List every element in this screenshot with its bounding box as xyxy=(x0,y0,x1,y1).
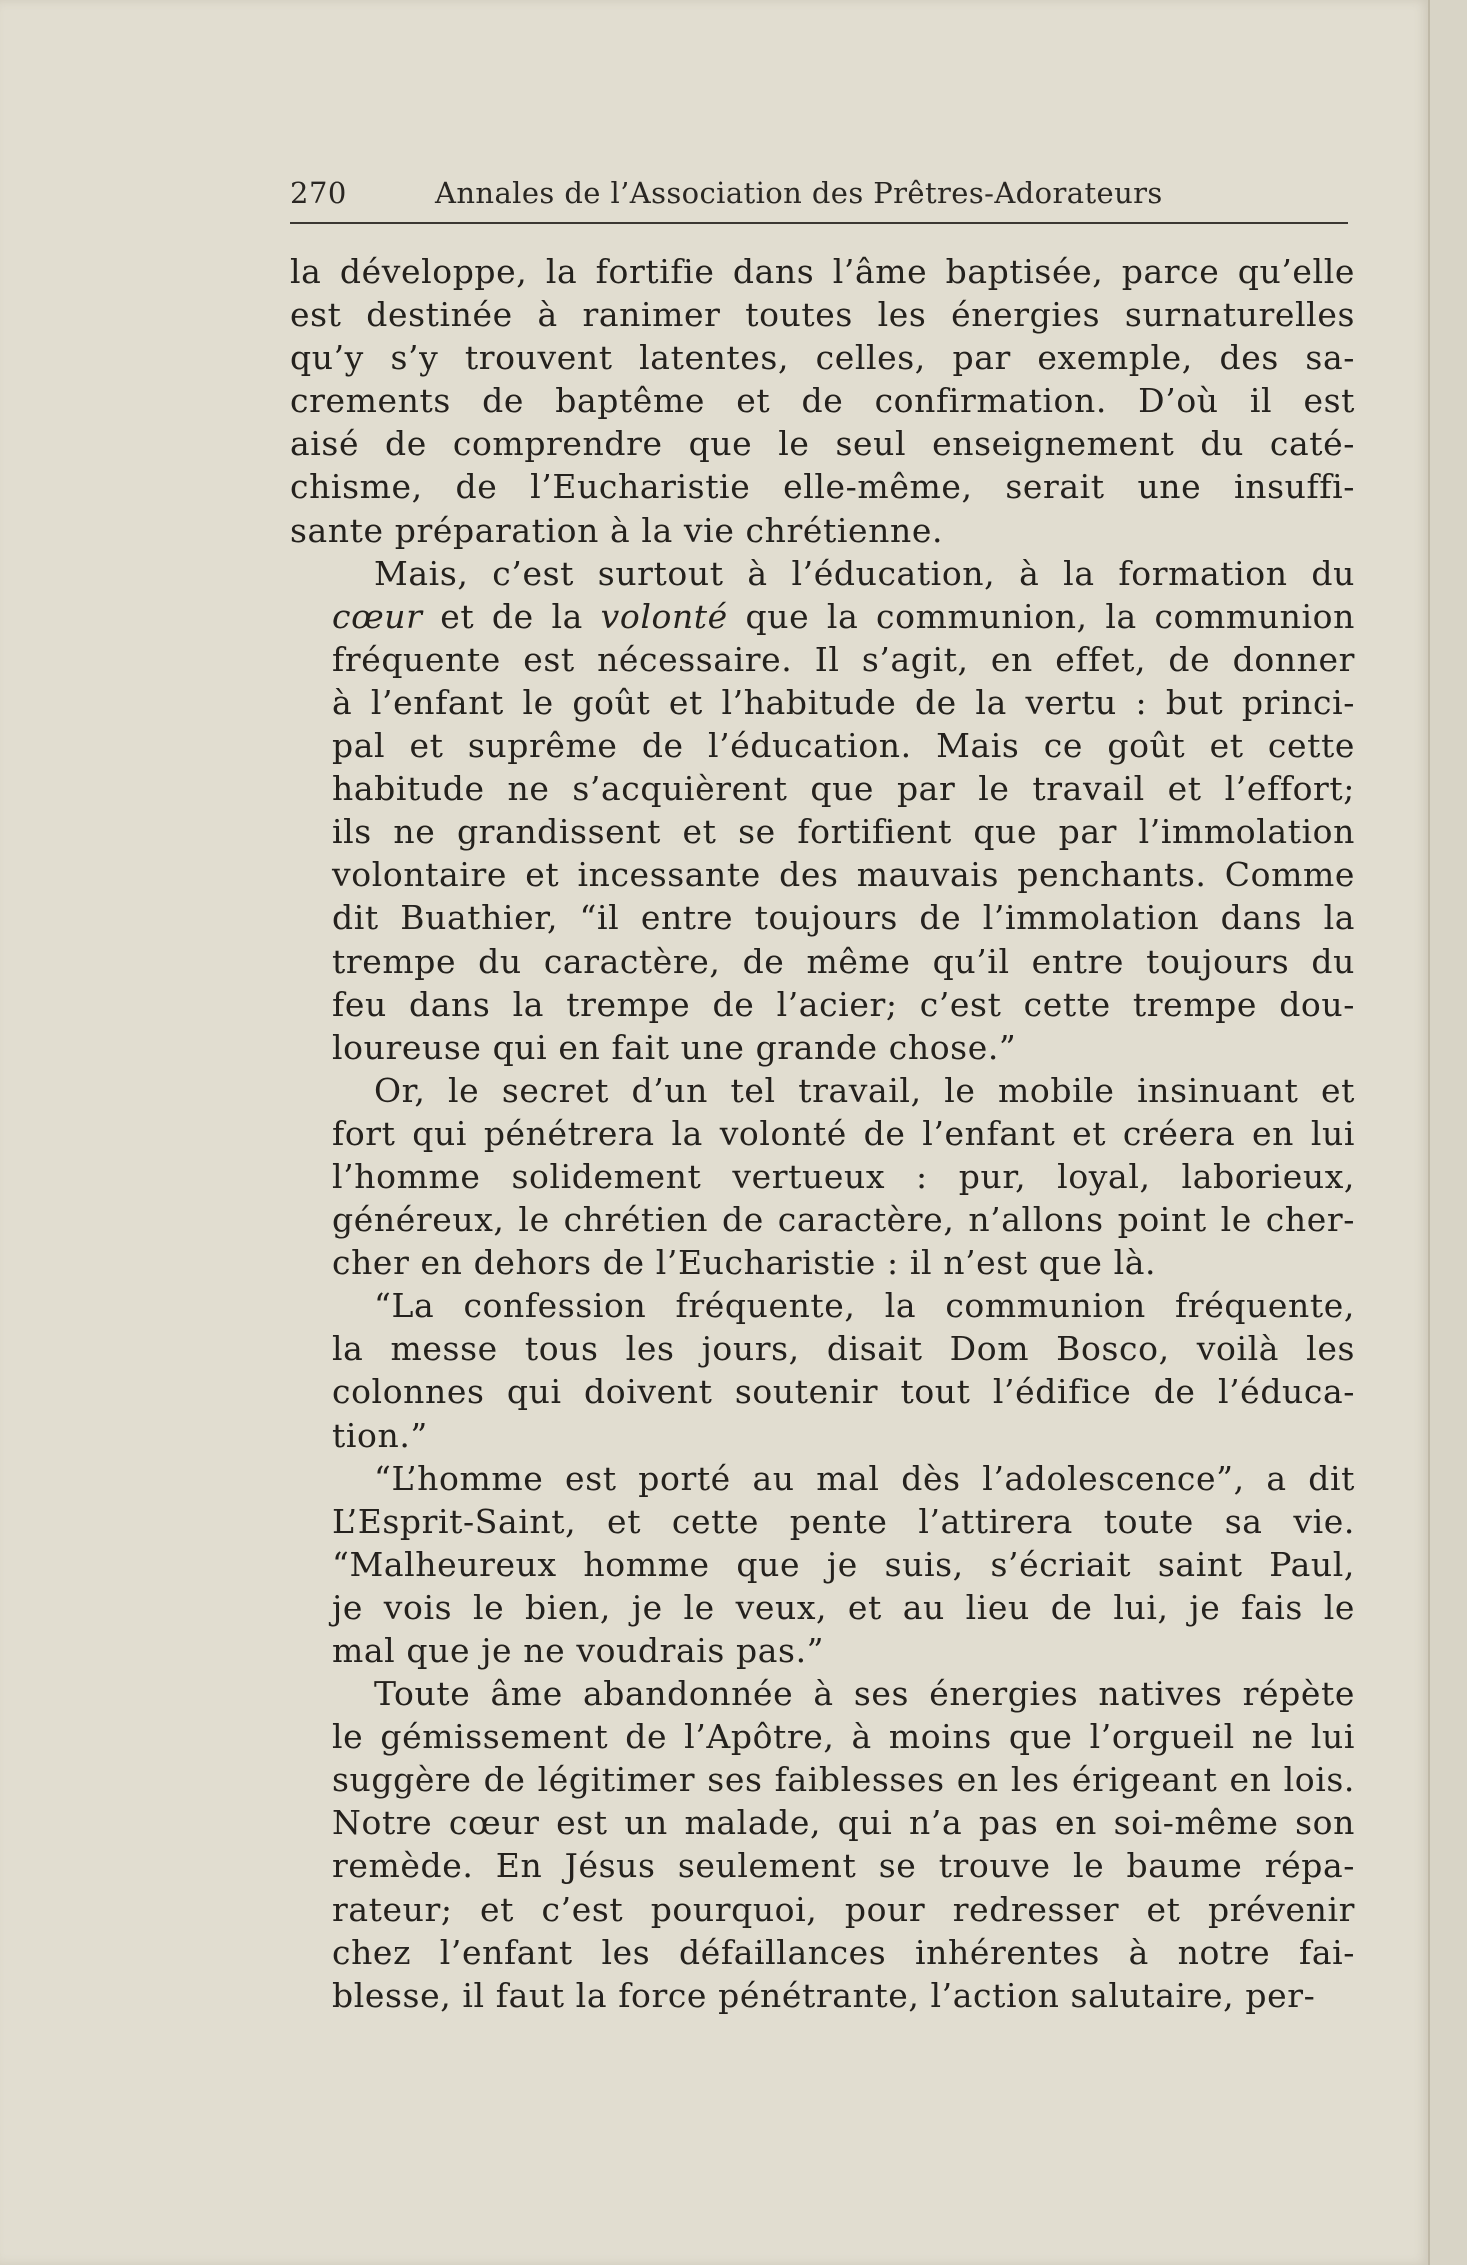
text-line: trempe du caractère, de même qu’il entre toujours du xyxy=(332,941,1355,981)
text-line: Or, le secret d’un tel travail, le mobile insinuant et xyxy=(374,1070,1355,1110)
text-line: la messe tous les jours, disait Dom Bosco, voilà les xyxy=(332,1329,1355,1369)
text-line: Mais, c’est surtout à l’éducation, à la formation du xyxy=(374,553,1355,593)
text-line: remède. En Jésus seulement se trouve le baume répa- xyxy=(332,1846,1355,1886)
text-line: le gémissement de l’Apôtre, à moins que l’orgueil ne lui xyxy=(332,1717,1355,1757)
text-line: ils ne grandissent et se fortifient que par l’immolation xyxy=(332,812,1355,852)
text-line: aisé de comprendre que le seul enseignement du caté- xyxy=(290,424,1355,464)
text-line: L’Esprit-Saint, et cette pente l’attirera toute sa vie. xyxy=(332,1501,1355,1541)
header-rule xyxy=(290,222,1348,224)
text-line: feu dans la trempe de l’acier; c’est cette trempe dou- xyxy=(332,984,1355,1024)
page-header xyxy=(290,172,1350,220)
text-line: rateur; et c’est pourquoi, pour redresser et prévenir xyxy=(332,1889,1355,1929)
text-line: à l’enfant le goût et l’habitude de la vertu : but princi- xyxy=(332,682,1355,722)
page-number: 270 xyxy=(290,176,347,210)
body-text xyxy=(290,250,1355,2017)
text-line: chisme, de l’Eucharistie elle-même, serait une insuffi- xyxy=(290,467,1355,507)
text-line: blesse, il faut la force pénétrante, l’action salutaire, per- xyxy=(332,1975,1316,2015)
paragraph xyxy=(290,1284,1355,1456)
paragraph xyxy=(290,1672,1355,2017)
text-line: cœur et de la volonté que la communion, la communion xyxy=(332,596,1355,636)
paragraph xyxy=(290,552,1355,1069)
text-line: habitude ne s’acquièrent que par le travail et l’effort; xyxy=(332,769,1355,809)
text-line: l’homme solidement vertueux : pur, loyal, laborieux, xyxy=(332,1156,1355,1196)
text-line: “La confession fréquente, la communion fréquente, xyxy=(374,1286,1355,1326)
text-line: chez l’enfant les défaillances inhérentes à notre fai- xyxy=(332,1932,1355,1972)
text-line: est destinée à ranimer toutes les énergies surnaturelles xyxy=(290,295,1355,335)
running-title: Annales de l’Association des Prêtres-Adorateurs xyxy=(435,176,1163,210)
text-line: la développe, la fortifie dans l’âme baptisée, parce qu’elle xyxy=(290,252,1355,291)
text-line: mal que je ne voudrais pas.” xyxy=(332,1631,825,1670)
paragraph xyxy=(290,250,1355,552)
text-line: crements de baptême et de confirmation. D’où il est xyxy=(290,381,1355,421)
text-line: fort qui pénétrera la volonté de l’enfant et créera en lui xyxy=(332,1113,1355,1153)
page-edge xyxy=(1428,0,1467,2265)
text-line: Toute âme abandonnée à ses énergies natives répète xyxy=(374,1674,1355,1714)
text-line: tion.” xyxy=(332,1415,428,1455)
text-line: pal et suprême de l’éducation. Mais ce goût et cette xyxy=(332,726,1355,766)
text-line: Notre cœur est un malade, qui n’a pas en soi-même son xyxy=(332,1803,1355,1843)
text-line: dit Buathier, “il entre toujours de l’immolation dans la xyxy=(332,898,1355,938)
paragraph xyxy=(290,1457,1355,1672)
text-line: sante préparation à la vie chrétienne. xyxy=(290,510,944,550)
paragraph xyxy=(290,1069,1355,1284)
text-line: suggère de légitimer ses faiblesses en les érigeant en lois. xyxy=(332,1760,1355,1800)
text-line: “L’homme est porté au mal dès l’adolescence”, a dit xyxy=(374,1458,1355,1498)
text-line: je vois le bien, je le veux, et au lieu de lui, je fais le xyxy=(332,1587,1355,1627)
text-line: volontaire et incessante des mauvais penchants. Comme xyxy=(332,855,1355,895)
text-line: fréquente est nécessaire. Il s’agit, en effet, de donner xyxy=(332,639,1355,679)
text-line: généreux, le chrétien de caractère, n’allons point le cher- xyxy=(332,1200,1355,1240)
text-line: cher en dehors de l’Eucharistie : il n’est que là. xyxy=(332,1243,1157,1283)
text-line: colonnes qui doivent soutenir tout l’édifice de l’éduca- xyxy=(332,1372,1355,1412)
text-line: qu’y s’y trouvent latentes, celles, par exemple, des sa- xyxy=(290,338,1355,378)
text-line: “Malheureux homme que je suis, s’écriait saint Paul, xyxy=(332,1544,1355,1584)
text-line: loureuse qui en fait une grande chose.” xyxy=(332,1027,1017,1067)
